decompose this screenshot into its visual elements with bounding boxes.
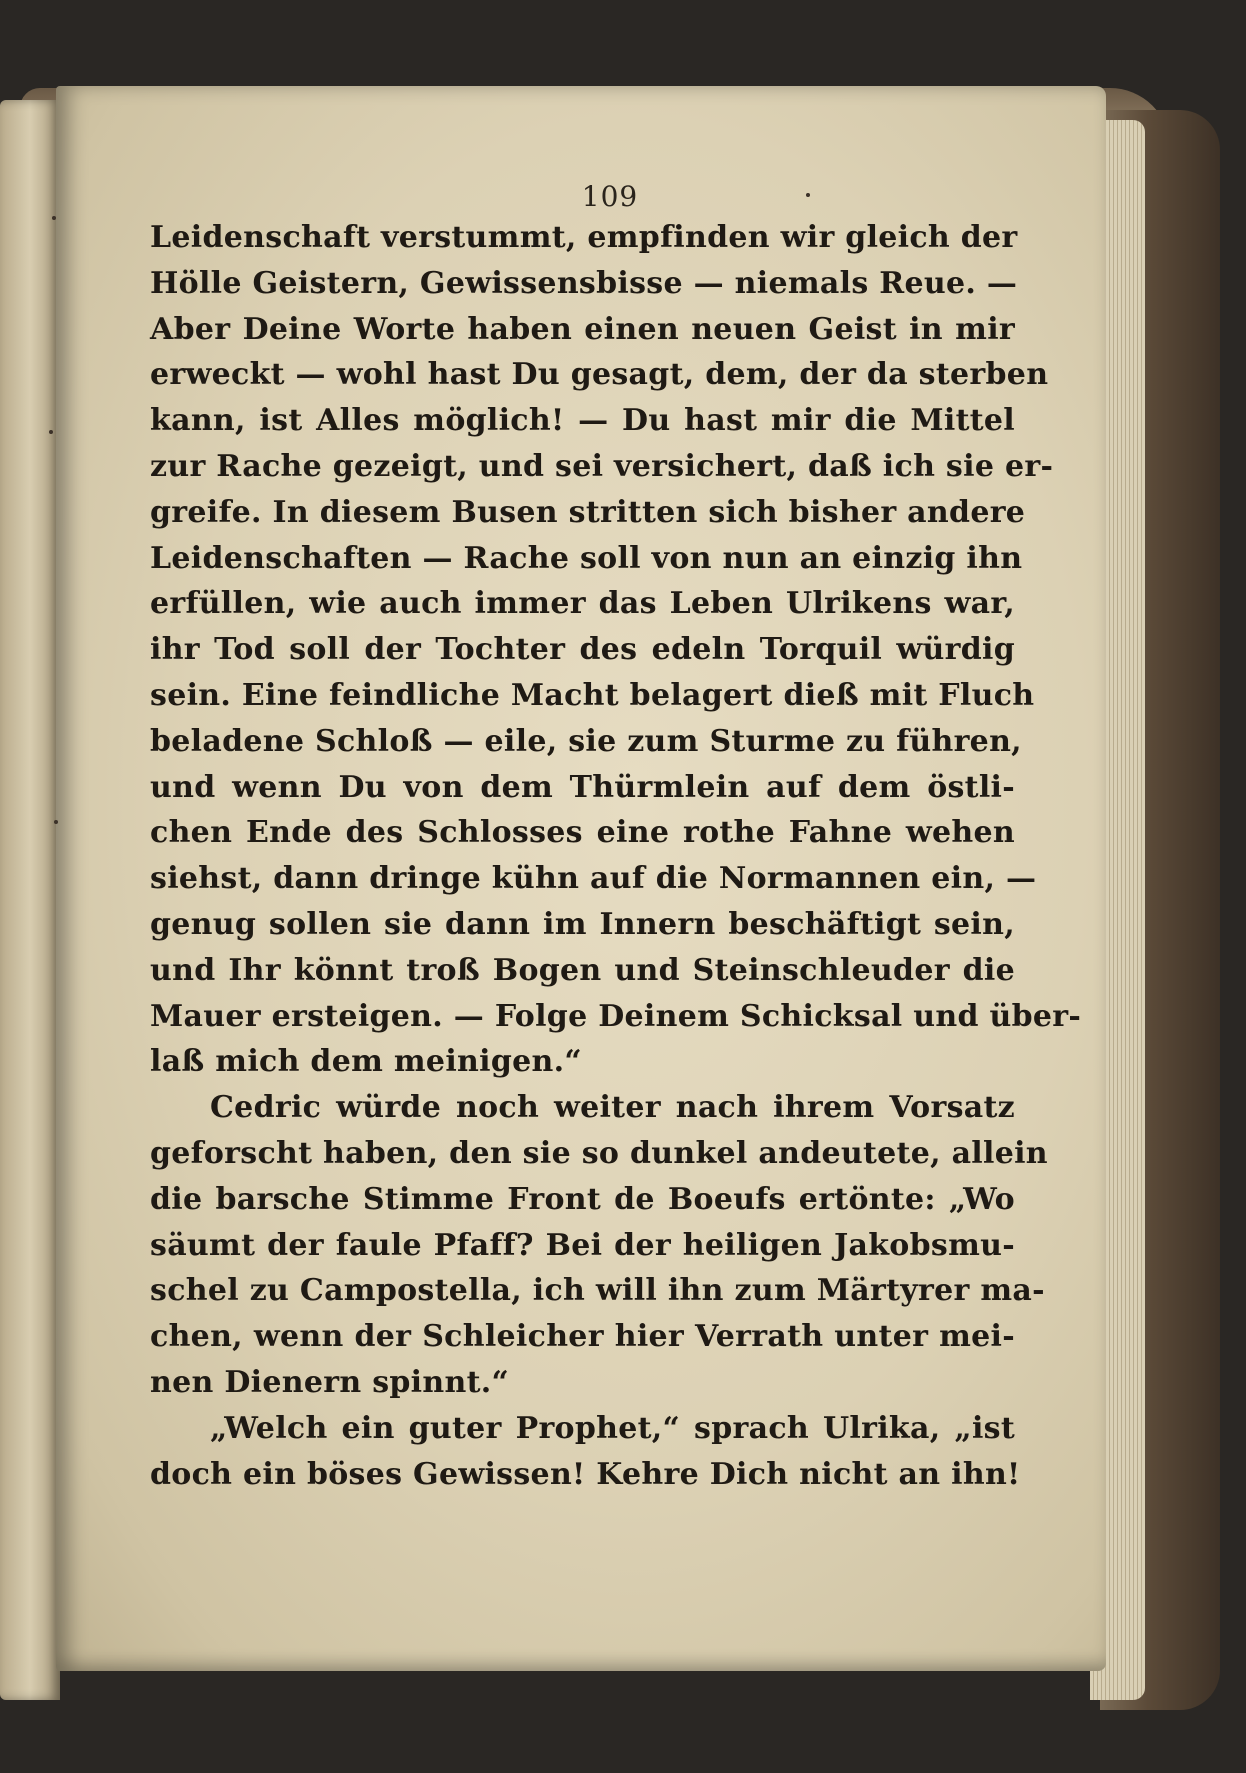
ink-speck [806,193,810,197]
text-line: genug sollen sie dann im Innern beschäftigt sein, [150,906,1015,942]
text-line: sein. Eine feindliche Macht belagert dieß mit Fluch [150,677,1035,713]
left-page-edge [0,100,60,1700]
text-line: Aber Deine Worte haben einen neuen Geist in mir [150,311,1015,347]
text-line: Leidenschaften — Rache soll von nun an einzig ihn [150,540,1023,576]
text-line: doch ein böses Gewissen! Kehre Dich nicht an ihn! [150,1456,1021,1492]
text-line: ihr Tod soll der Tochter des edeln Torquil würdig [150,632,1015,668]
text-line: Leidenschaft verstummt, empfinden wir gleich der [150,220,1018,255]
ink-speck [52,216,56,220]
text-line: chen, wenn der Schleicher hier Verrath unter mei- [150,1319,1015,1355]
text-line: zur Rache gezeigt, und sei versichert, daß ich sie er- [150,448,1054,484]
text-line: säumt der faule Pfaff? Bei der heiligen Jakobsmu- [150,1227,1015,1263]
text-line: Hölle Geistern, Gewissensbisse — niemals Reue. — [150,265,1018,301]
page-number: 109 [581,180,639,213]
text-line: und Ihr könnt troß Bogen und Steinschleuder die [150,952,1015,988]
text-line: chen Ende des Schlosses eine rothe Fahne wehen [150,815,1015,851]
text-line: erfüllen, wie auch immer das Leben Ulrikens war, [150,586,1015,622]
text-line: schel zu Campostella, ich will ihn zum Märtyrer ma- [150,1273,1045,1309]
text-line: laß mich dem meinigen.“ [150,1044,582,1080]
text-line: beladene Schloß — eile, sie zum Sturme zu führen, [150,723,1022,759]
text-line: siehst, dann dringe kühn auf die Normannen ein, — [150,861,1037,897]
text-line: kann, ist Alles möglich! — Du hast mir die Mittel [150,403,1015,439]
text-line: greife. In diesem Busen stritten sich bisher andere [150,494,1026,530]
text-line: Cedric würde noch weiter nach ihrem Vorsatz [210,1090,1015,1126]
text-line: nen Dienern spinnt.“ [150,1364,510,1400]
text-line: „Welch ein guter Prophet,“ sprach Ulrika, „ist [210,1410,1015,1446]
text-line: Mauer ersteigen. — Folge Deinem Schicksal und über- [150,998,1082,1034]
page-text [150,215,1082,1497]
text-line: erweckt — wohl hast Du gesagt, dem, der da sterben [150,357,1049,393]
ink-speck [54,820,58,824]
text-line: die barsche Stimme Front de Boeufs ertönte: „Wo [150,1181,1015,1217]
ink-speck [49,430,53,434]
text-line: und wenn Du von dem Thürmlein auf dem östli- [150,769,1015,805]
text-line: geforscht haben, den sie so dunkel andeutete, allein [150,1135,1048,1171]
